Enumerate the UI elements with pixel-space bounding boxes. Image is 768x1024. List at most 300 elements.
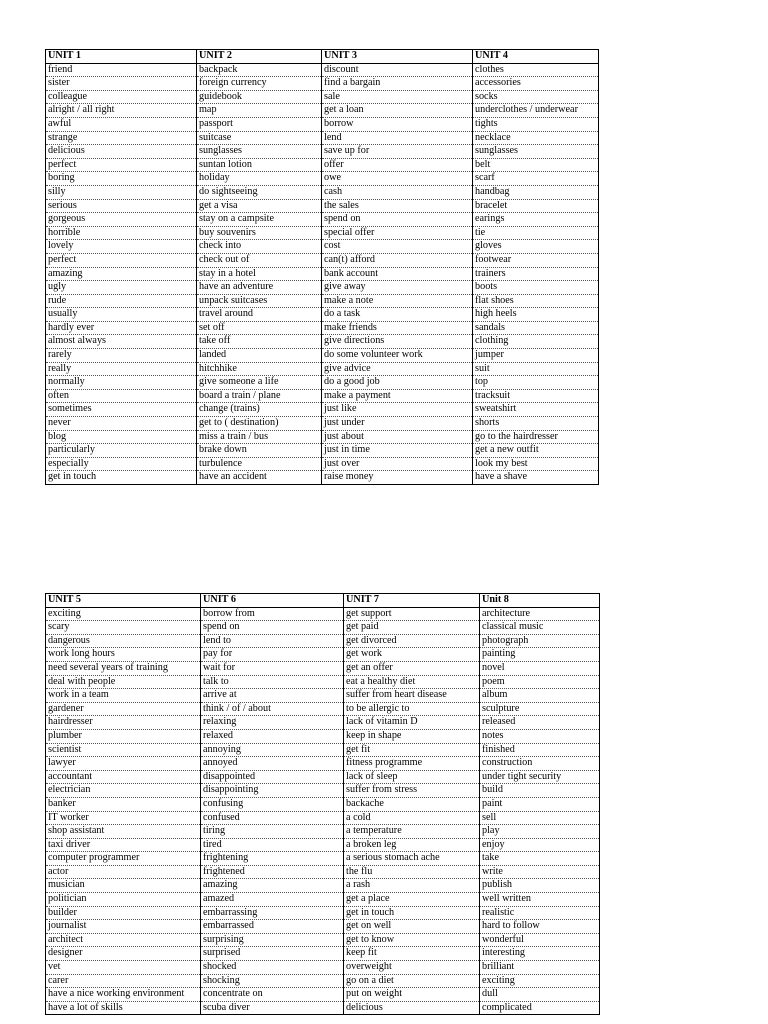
table-cell: classical music: [480, 621, 600, 635]
table-cell: rude: [46, 294, 197, 308]
table-cell: dull: [480, 988, 600, 1002]
table-row: [46, 784, 600, 798]
table-cell: embarrassing: [201, 906, 344, 920]
table-cell: sandals: [473, 321, 599, 335]
table-cell: board a train / plane: [197, 389, 322, 403]
table-cell: earings: [473, 213, 599, 227]
table-cell: especially: [46, 457, 197, 471]
table-cell: backache: [344, 797, 480, 811]
table-cell: surprised: [201, 947, 344, 961]
table-cell: vet: [46, 961, 201, 975]
table-row: [46, 117, 599, 131]
table-cell: think / of / about: [201, 702, 344, 716]
table-row: [46, 1001, 600, 1015]
table-cell: lovely: [46, 240, 197, 254]
table-row: [46, 716, 600, 730]
table-cell: sunglasses: [473, 145, 599, 159]
table-row: [46, 226, 599, 240]
table-cell: annoying: [201, 743, 344, 757]
table-cell: get support: [344, 607, 480, 621]
table-cell: bank account: [322, 267, 473, 281]
table-cell: have a nice working environment: [46, 988, 201, 1002]
table-cell: need several years of training: [46, 661, 201, 675]
table-cell: save up for: [322, 145, 473, 159]
table-cell: almost always: [46, 335, 197, 349]
table-row: [46, 349, 599, 363]
table-cell: have an adventure: [197, 281, 322, 295]
table-row: [46, 689, 600, 703]
table-row: [46, 444, 599, 458]
table-cell: suffer from stress: [344, 784, 480, 798]
table-cell: get in touch: [344, 906, 480, 920]
table-row: [46, 321, 599, 335]
table-cell: have an accident: [197, 471, 322, 485]
table-cell: alright / all right: [46, 104, 197, 118]
table-cell: clothes: [473, 63, 599, 77]
table-cell: boring: [46, 172, 197, 186]
table-row: [46, 90, 599, 104]
table-cell: scientist: [46, 743, 201, 757]
table-cell: go on a diet: [344, 974, 480, 988]
vocab-table-units-1-4: [45, 49, 599, 485]
table-row: [46, 457, 599, 471]
table-cell: check into: [197, 240, 322, 254]
table-cell: flat shoes: [473, 294, 599, 308]
table-cell: enjoy: [480, 838, 600, 852]
table-cell: architect: [46, 933, 201, 947]
table-row: [46, 906, 600, 920]
table-cell: talk to: [201, 675, 344, 689]
table-row: [46, 838, 600, 852]
table-cell: jumper: [473, 349, 599, 363]
table-cell: album: [480, 689, 600, 703]
table-cell: tiring: [201, 825, 344, 839]
table-cell: amazed: [201, 893, 344, 907]
table-cell: underclothes / underwear: [473, 104, 599, 118]
table-row: [46, 308, 599, 322]
table-row: [46, 145, 599, 159]
table-cell: wait for: [201, 661, 344, 675]
table-cell: embarrassed: [201, 920, 344, 934]
table-cell: the sales: [322, 199, 473, 213]
table-row: [46, 240, 599, 254]
table-row: [46, 920, 600, 934]
table-cell: change (trains): [197, 403, 322, 417]
table-cell: check out of: [197, 253, 322, 267]
table-cell: get fit: [344, 743, 480, 757]
table-row: [46, 852, 600, 866]
table-cell: belt: [473, 158, 599, 172]
table-cell: give away: [322, 281, 473, 295]
table-cell: a temperature: [344, 825, 480, 839]
table-cell: lend: [322, 131, 473, 145]
table-cell: work in a team: [46, 689, 201, 703]
table-cell: well written: [480, 893, 600, 907]
table-cell: dangerous: [46, 634, 201, 648]
table-cell: sometimes: [46, 403, 197, 417]
table-row: [46, 947, 600, 961]
table-cell: necklace: [473, 131, 599, 145]
table-cell: hitchhike: [197, 362, 322, 376]
column-header: UNIT 3: [322, 50, 473, 64]
table-cell: map: [197, 104, 322, 118]
table-cell: confused: [201, 811, 344, 825]
table-cell: to be allergic to: [344, 702, 480, 716]
table-cell: frightened: [201, 865, 344, 879]
table-cell: sunglasses: [197, 145, 322, 159]
table-cell: hairdresser: [46, 716, 201, 730]
table-cell: do sightseeing: [197, 185, 322, 199]
table-cell: find a bargain: [322, 77, 473, 91]
table-row: [46, 417, 599, 431]
table-cell: bracelet: [473, 199, 599, 213]
table-cell: do a task: [322, 308, 473, 322]
table-cell: delicious: [344, 1001, 480, 1015]
table-row: [46, 430, 599, 444]
table-cell: get a new outfit: [473, 444, 599, 458]
column-header: UNIT 4: [473, 50, 599, 64]
table-cell: architecture: [480, 607, 600, 621]
table-cell: raise money: [322, 471, 473, 485]
table-cell: normally: [46, 376, 197, 390]
table-row: [46, 811, 600, 825]
table-cell: construction: [480, 757, 600, 771]
table-cell: get work: [344, 648, 480, 662]
table-cell: tracksuit: [473, 389, 599, 403]
table-row: [46, 172, 599, 186]
table-cell: photograph: [480, 634, 600, 648]
table-cell: really: [46, 362, 197, 376]
table-cell: have a shave: [473, 471, 599, 485]
column-header: UNIT 1: [46, 50, 197, 64]
table-row: [46, 634, 600, 648]
table-cell: pay for: [201, 648, 344, 662]
table-cell: stay in a hotel: [197, 267, 322, 281]
table-cell: socks: [473, 90, 599, 104]
table-row: [46, 253, 599, 267]
table-cell: never: [46, 417, 197, 431]
table-cell: gloves: [473, 240, 599, 254]
table-row: [46, 961, 600, 975]
table-cell: designer: [46, 947, 201, 961]
table-cell: horrible: [46, 226, 197, 240]
table-cell: handbag: [473, 185, 599, 199]
table-cell: confusing: [201, 797, 344, 811]
table-cell: usually: [46, 308, 197, 322]
table-cell: backpack: [197, 63, 322, 77]
table-row: [46, 729, 600, 743]
table-cell: get a visa: [197, 199, 322, 213]
table-cell: miss a train / bus: [197, 430, 322, 444]
table-cell: give someone a life: [197, 376, 322, 390]
table-cell: sell: [480, 811, 600, 825]
table-cell: shorts: [473, 417, 599, 431]
table-cell: eat a healthy diet: [344, 675, 480, 689]
table-cell: sale: [322, 90, 473, 104]
table-cell: tights: [473, 117, 599, 131]
table-row: [46, 893, 600, 907]
table-cell: suntan lotion: [197, 158, 322, 172]
table-cell: amazing: [201, 879, 344, 893]
table-row: [46, 988, 600, 1002]
table-row: [46, 362, 599, 376]
table-cell: carer: [46, 974, 201, 988]
table-cell: landed: [197, 349, 322, 363]
table-cell: a broken leg: [344, 838, 480, 852]
table-cell: do a good job: [322, 376, 473, 390]
table-cell: politician: [46, 893, 201, 907]
table-cell: particularly: [46, 444, 197, 458]
table-cell: amazing: [46, 267, 197, 281]
table-row: [46, 797, 600, 811]
table-row: [46, 294, 599, 308]
table-cell: suffer from heart disease: [344, 689, 480, 703]
table-cell: tired: [201, 838, 344, 852]
table-row: [46, 879, 600, 893]
table-cell: disappointing: [201, 784, 344, 798]
table-row: [46, 702, 600, 716]
table-row: [46, 199, 599, 213]
table-row: [46, 335, 599, 349]
table-cell: painting: [480, 648, 600, 662]
vocab-table-units-5-8: [45, 593, 600, 1015]
table-cell: overweight: [344, 961, 480, 975]
table-cell: build: [480, 784, 600, 798]
table-cell: give advice: [322, 362, 473, 376]
table-cell: discount: [322, 63, 473, 77]
table-cell: special offer: [322, 226, 473, 240]
table-cell: under tight security: [480, 770, 600, 784]
table-row: [46, 471, 599, 485]
table-cell: guidebook: [197, 90, 322, 104]
table-row: [46, 158, 599, 172]
table-row: [46, 825, 600, 839]
table-cell: cash: [322, 185, 473, 199]
table-row: [46, 63, 599, 77]
table-cell: exciting: [480, 974, 600, 988]
table-cell: builder: [46, 906, 201, 920]
table-cell: top: [473, 376, 599, 390]
table-cell: perfect: [46, 158, 197, 172]
table-cell: have a lot of skills: [48, 1001, 123, 1013]
table-cell: get divorced: [344, 634, 480, 648]
table-row: [46, 213, 599, 227]
table-row: [46, 743, 600, 757]
table-cell: spend on: [322, 213, 473, 227]
column-header: UNIT 5: [46, 594, 201, 608]
table-cell: can(t) afford: [322, 253, 473, 267]
table-row: [46, 770, 600, 784]
table-cell: offer: [322, 158, 473, 172]
table-cell: novel: [480, 661, 600, 675]
table-cell: complicated: [480, 1001, 600, 1015]
table-cell: make friends: [322, 321, 473, 335]
table-cell: hardly ever: [46, 321, 197, 335]
table-cell: accountant: [46, 770, 201, 784]
table-cell: just over: [322, 457, 473, 471]
table-cell: paint: [480, 797, 600, 811]
table-cell: fitness programme: [344, 757, 480, 771]
table-cell: play: [480, 825, 600, 839]
table-row: [46, 648, 600, 662]
table-cell: clothing: [473, 335, 599, 349]
table-cell: frightening: [201, 852, 344, 866]
table-cell: silly: [46, 185, 197, 199]
table-cell: cost: [322, 240, 473, 254]
header-row: [46, 50, 599, 64]
table-cell: do some volunteer work: [322, 349, 473, 363]
table-cell: the flu: [344, 865, 480, 879]
table-row: [46, 757, 600, 771]
table-cell: lack of sleep: [344, 770, 480, 784]
table-row: [46, 281, 599, 295]
table-cell: spend on: [201, 621, 344, 635]
table-cell: lack of vitamin D: [344, 716, 480, 730]
table-cell: a cold: [344, 811, 480, 825]
table-cell: publish: [480, 879, 600, 893]
table-cell: a rash: [344, 879, 480, 893]
table-cell: scarf: [473, 172, 599, 186]
table-cell: go to the hairdresser: [473, 430, 599, 444]
table-cell: journalist: [46, 920, 201, 934]
table-cell: trainers: [473, 267, 599, 281]
table-cell: sweatshirt: [473, 403, 599, 417]
table-cell: get a loan: [322, 104, 473, 118]
table-cell: owe: [322, 172, 473, 186]
table-cell: serious: [46, 199, 197, 213]
table-cell: make a note: [322, 294, 473, 308]
table-cell: get a place: [344, 893, 480, 907]
table-cell: get paid: [344, 621, 480, 635]
table-cell: realistic: [480, 906, 600, 920]
table-cell: relaxed: [201, 729, 344, 743]
table-cell: borrow: [322, 117, 473, 131]
table-cell: taxi driver: [46, 838, 201, 852]
table-row: [46, 389, 599, 403]
table-cell: suit: [473, 362, 599, 376]
header-row: [46, 594, 600, 608]
table-cell: high heels: [473, 308, 599, 322]
table-cell: concentrate on: [201, 988, 344, 1002]
table-row: [46, 865, 600, 879]
table-row: [46, 77, 599, 91]
table-cell: just under: [322, 417, 473, 431]
table-cell: often: [46, 389, 197, 403]
table-cell: write: [480, 865, 600, 879]
table-cell: actor: [46, 865, 201, 879]
table-cell: brake down: [197, 444, 322, 458]
table-cell: a serious stomach ache: [344, 852, 480, 866]
table-cell: foreign currency: [197, 77, 322, 91]
table-cell: gardener: [46, 702, 201, 716]
table-row: [46, 403, 599, 417]
table-cell: notes: [480, 729, 600, 743]
table-cell: disappointed: [201, 770, 344, 784]
table-cell: relaxing: [201, 716, 344, 730]
table-cell: keep in shape: [344, 729, 480, 743]
table-cell: exciting: [46, 607, 201, 621]
table-cell: blog: [46, 430, 197, 444]
table-row: [46, 267, 599, 281]
table-cell: sculpture: [480, 702, 600, 716]
table-cell: give directions: [322, 335, 473, 349]
table-cell: unpack suitcases: [197, 294, 322, 308]
table-cell: brilliant: [480, 961, 600, 975]
table-cell: annoyed: [201, 757, 344, 771]
table-cell: buy souvenirs: [197, 226, 322, 240]
table-cell: shocked: [201, 961, 344, 975]
table-row: [46, 621, 600, 635]
table-cell: keep fit: [344, 947, 480, 961]
table-cell: passport: [197, 117, 322, 131]
table-cell: footwear: [473, 253, 599, 267]
column-header: UNIT 2: [197, 50, 322, 64]
table-cell: set off: [197, 321, 322, 335]
table-cell: hard to follow: [480, 920, 600, 934]
table-cell: just in time: [322, 444, 473, 458]
table-cell: borrow from: [201, 607, 344, 621]
table-cell: accessories: [473, 77, 599, 91]
table-cell: boots: [473, 281, 599, 295]
table-cell: get on well: [344, 920, 480, 934]
table-cell: strange: [46, 131, 197, 145]
table-cell: IT worker: [46, 811, 201, 825]
table-cell: tie: [473, 226, 599, 240]
table-cell: plumber: [46, 729, 201, 743]
table-cell: gorgeous: [46, 213, 197, 227]
column-header: UNIT 7: [344, 594, 480, 608]
table-row: [46, 131, 599, 145]
table-cell: travel around: [197, 308, 322, 322]
table-cell: scary: [46, 621, 201, 635]
table-cell: sister: [46, 77, 197, 91]
table-cell: musician: [46, 879, 201, 893]
table-cell: just about: [322, 430, 473, 444]
table-cell: awful: [46, 117, 197, 131]
table-cell: perfect: [46, 253, 197, 267]
table-cell: rarely: [46, 349, 197, 363]
table-row: [46, 661, 600, 675]
table-cell: suitcase: [197, 131, 322, 145]
table-cell: stay on a campsite: [197, 213, 322, 227]
table-cell: take off: [197, 335, 322, 349]
table-cell: turbulence: [197, 457, 322, 471]
table-cell: colleague: [46, 90, 197, 104]
table-row: [46, 104, 599, 118]
table-cell: poem: [480, 675, 600, 689]
table-cell: work long hours: [46, 648, 201, 662]
table-cell: lawyer: [46, 757, 201, 771]
table-cell: just like: [322, 403, 473, 417]
table-cell: arrive at: [201, 689, 344, 703]
table-cell: banker: [46, 797, 201, 811]
table-cell: released: [480, 716, 600, 730]
table-cell: electrician: [46, 784, 201, 798]
table-cell: interesting: [480, 947, 600, 961]
table-cell: lend to: [201, 634, 344, 648]
table-cell: delicious: [46, 145, 197, 159]
table-cell: shop assistant: [46, 825, 201, 839]
table-cell: scuba diver: [201, 1001, 344, 1015]
table-cell: get an offer: [344, 661, 480, 675]
table-row: [46, 675, 600, 689]
table-cell: holiday: [197, 172, 322, 186]
table-row: [46, 607, 600, 621]
column-header: Unit 8: [480, 594, 600, 608]
table-cell: take: [480, 852, 600, 866]
table-cell: ugly: [46, 281, 197, 295]
table-cell: make a payment: [322, 389, 473, 403]
